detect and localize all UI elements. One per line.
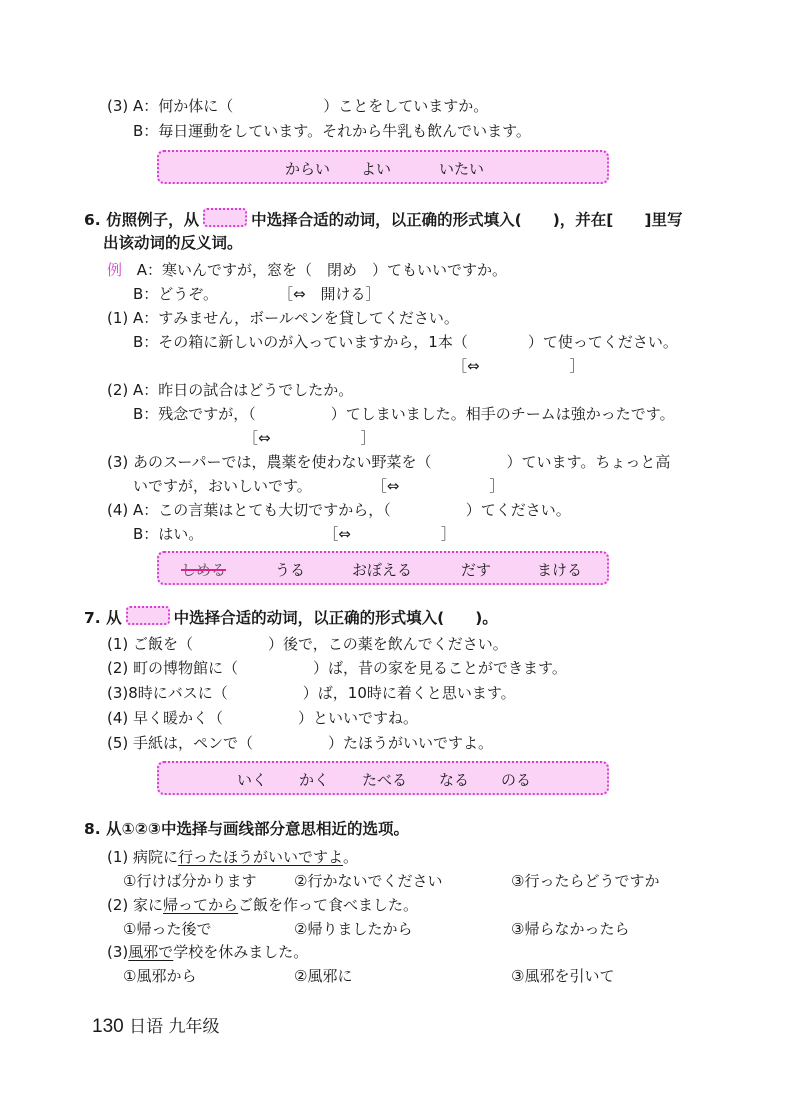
example-mark: 例 [107,261,123,279]
s8-q3-option: ③風邪を引いて [511,967,615,985]
s7-q4: (4) 早く暖かく（ ）といいですね。 [107,709,419,727]
s6-word-struck: しめる [181,561,227,579]
s7-q1: (1) ご飯を（ ）後で，この薬を飲んでください。 [107,635,508,653]
s8-q2-option: ①帰った後で [123,920,212,938]
s8-q3-option: ①風邪から [123,967,197,985]
s8-q2: (2) 家に帰ってからご飯を作って食べました。 [107,896,419,914]
s7-word: いく [237,771,268,789]
s6-q2-c: ［⇔ ］ [243,429,376,447]
s8-number: 8. [84,820,101,838]
s6-heading: 6. 仿照例子，从 中选择合适的动词，以正确的形式填入( )，并在[ ]里写 [84,208,682,231]
s8-q3-option: ②風邪に [294,967,353,985]
s6-word: まける [537,561,583,579]
s6-q1-b: B：その箱に新しいのが入っていますから，1本（ ）て使ってください。 [133,333,678,351]
s7-word: のる [501,771,532,789]
s6-q1-a: (1) A：すみません，ボールペンを貸してください。 [107,309,459,327]
s7-number: 7. [84,609,101,627]
s6-q3-a: (3) あのスーパーでは，農薬を使わない野菜を（ ）ています。ちょっと高 [107,453,671,471]
s7-heading: 7. 从 中选择合适的动词，以正确的形式填入( )。 [84,606,498,629]
s6-heading-cont: 出该动词的反义词。 [103,234,243,252]
s5-word: よい [361,160,392,178]
s8-heading: 8. 从①②③中选择与画线部分意思相近的选项。 [84,820,409,838]
page-footer [92,1012,220,1038]
s6-word-box [157,551,609,585]
s6-word: おぼえる [352,561,413,579]
s8-q1-option: ③行ったらどうですか [511,872,660,890]
s8-q1: (1) 病院に行ったほうがいいですよ。 [107,848,359,866]
underlined-phrase: 帰ってから [163,896,239,914]
word-box-marker [126,606,170,625]
s6-q4-a: (4) A：この言葉はとても大切ですから，（ ）てください。 [107,501,571,519]
s5-q3-b: B：毎日運動をしています。それから牛乳も飲んでいます。 [133,122,531,140]
s6-q4-b: B：はい。 ［⇔ ］ [133,525,456,543]
s5-q3-a: (3) A：何か体に（ ）ことをしていますか。 [107,97,489,115]
s7-word: かく [299,771,330,789]
s7-q5: (5) 手紙は，ペンで（ ）たほうがいいですよ。 [107,734,494,752]
s6-q2-b: B：残念ですが，（ ）てしまいました。相手のチームは強かったです。 [133,405,675,423]
s8-q2-option: ②帰りましたから [294,920,413,938]
s6-number: 6. [84,211,101,229]
s6-word: だす [461,561,492,579]
s7-q3: (3)8時にバスに（ ）ば，10時に着くと思います。 [107,684,516,702]
s8-q3: (3)風邪で学校を休みました。 [107,943,309,961]
s8-q2-option: ③帰らなかったら [511,920,630,938]
s6-example-a: 例 A：寒いんですが，窓を（ 閉め ）てもいいですか。 [107,261,508,279]
s7-word: たべる [362,771,408,789]
s6-q3-b: いですが，おいしいです。 ［⇔ ］ [133,477,505,495]
book-label: 日语 九年级 [129,1017,220,1037]
s6-q1-c: ［⇔ ］ [452,357,585,375]
s6-word: うる [275,561,306,579]
s5-word: からい [285,160,331,178]
s7-word-box [157,761,609,795]
page-number: 130 [92,1016,124,1037]
underlined-phrase: 行ったほうがいいですよ [178,848,344,866]
s7-word: なる [439,771,470,789]
underlined-phrase: 風邪で [128,943,174,961]
s8-q1-option: ①行けば分かります [123,872,257,890]
s6-example-b: B：どうぞ。 ［⇔ 開ける］ [133,285,381,303]
s8-q1-option: ②行かないでください [294,872,443,890]
s5-word-box [157,150,609,184]
word-box-marker [203,208,247,227]
s7-q2: (2) 町の博物館に（ ）ば，昔の家を見ることができます。 [107,659,567,677]
s5-word: いたい [439,160,485,178]
s6-q2-a: (2) A：昨日の試合はどうでしたか。 [107,381,354,399]
